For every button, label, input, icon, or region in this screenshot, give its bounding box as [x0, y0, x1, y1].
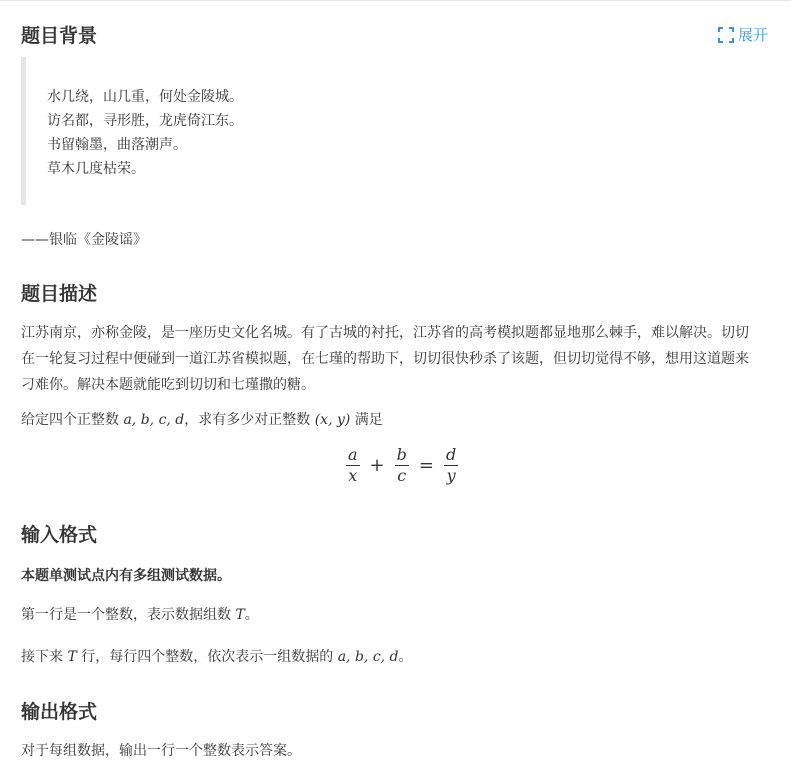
equals-sign: = — [418, 455, 434, 476]
fraction-denominator: x — [348, 466, 358, 485]
poem — [47, 85, 243, 181]
given-prefix: 给定四个正整数 — [21, 412, 124, 428]
fraction-numerator: b — [396, 445, 407, 464]
output-format-title: 输出格式 — [21, 701, 98, 723]
fraction-denominator: y — [446, 466, 456, 485]
fraction-denominator: c — [397, 466, 407, 485]
input-line-1-suffix: 。 — [244, 607, 259, 623]
input-line-2-var: T — [67, 649, 77, 665]
fraction-a-over-x — [346, 445, 360, 486]
input-bold-note: 本题单测试点内有多组测试数据。 — [21, 568, 231, 584]
fraction-b-over-c — [395, 445, 409, 486]
input-line-1-prefix: 第一行是一个整数，表示数据组数 — [21, 607, 236, 623]
description-paragraph: 江苏南京，亦称金陵，是一座历史文化名城。有了古城的衬托，江苏省的高考模拟题都显地那么棘手，难以解决。切切在一轮复习过程中便碰到一道江苏省模拟题，在七瑾的帮助下，切切很快秒杀了该题，但切切觉得不够，想用这道题来刁难你。解决本题就能吃到切切和七瑾撒的糖。 — [21, 325, 749, 393]
plus-sign: + — [369, 455, 385, 476]
input-line-1 — [21, 602, 259, 628]
expand-icon — [718, 27, 734, 43]
poem-line: 书留翰墨，曲落潮声。 — [47, 137, 187, 153]
description-title: 题目描述 — [21, 283, 98, 305]
input-line-2-prefix: 接下来 — [21, 649, 68, 665]
input-line-2-suffix: 。 — [398, 649, 413, 665]
given-middle: ，求有多少对正整数 — [184, 412, 315, 428]
poem-attribution: ——银临《金陵谣》 — [21, 232, 147, 248]
fraction-d-over-y — [444, 445, 458, 486]
fraction-numerator: d — [445, 445, 457, 464]
output-line: 对于每组数据，输出一行一个整数表示答案。 — [21, 743, 301, 759]
given-pair: (x, y) — [314, 412, 351, 428]
expand-label: 展开 — [738, 26, 769, 44]
input-line-1-var: T — [235, 607, 245, 623]
input-line-2-middle: 行，每行四个整数，依次表示一组数据的 — [76, 649, 338, 665]
poem-line: 草木几度枯荣。 — [47, 161, 145, 177]
input-format-title: 输入格式 — [21, 524, 98, 546]
poem-line: 访名都，寻形胜，龙虎倚江东。 — [47, 113, 243, 129]
fraction-numerator: a — [348, 445, 358, 464]
given-vars: a, b, c, d — [123, 412, 185, 428]
poem-blockquote — [21, 57, 761, 205]
expand-button[interactable] — [718, 25, 768, 45]
input-line-2 — [21, 644, 413, 670]
poem-line: 水几绕，山几重，何处金陵城。 — [47, 89, 243, 105]
equation — [340, 445, 464, 486]
input-line-2-vars: a, b, c, d — [337, 649, 399, 665]
given-statement — [21, 407, 383, 433]
given-suffix: 满足 — [350, 412, 383, 428]
background-title: 题目背景 — [21, 25, 98, 47]
